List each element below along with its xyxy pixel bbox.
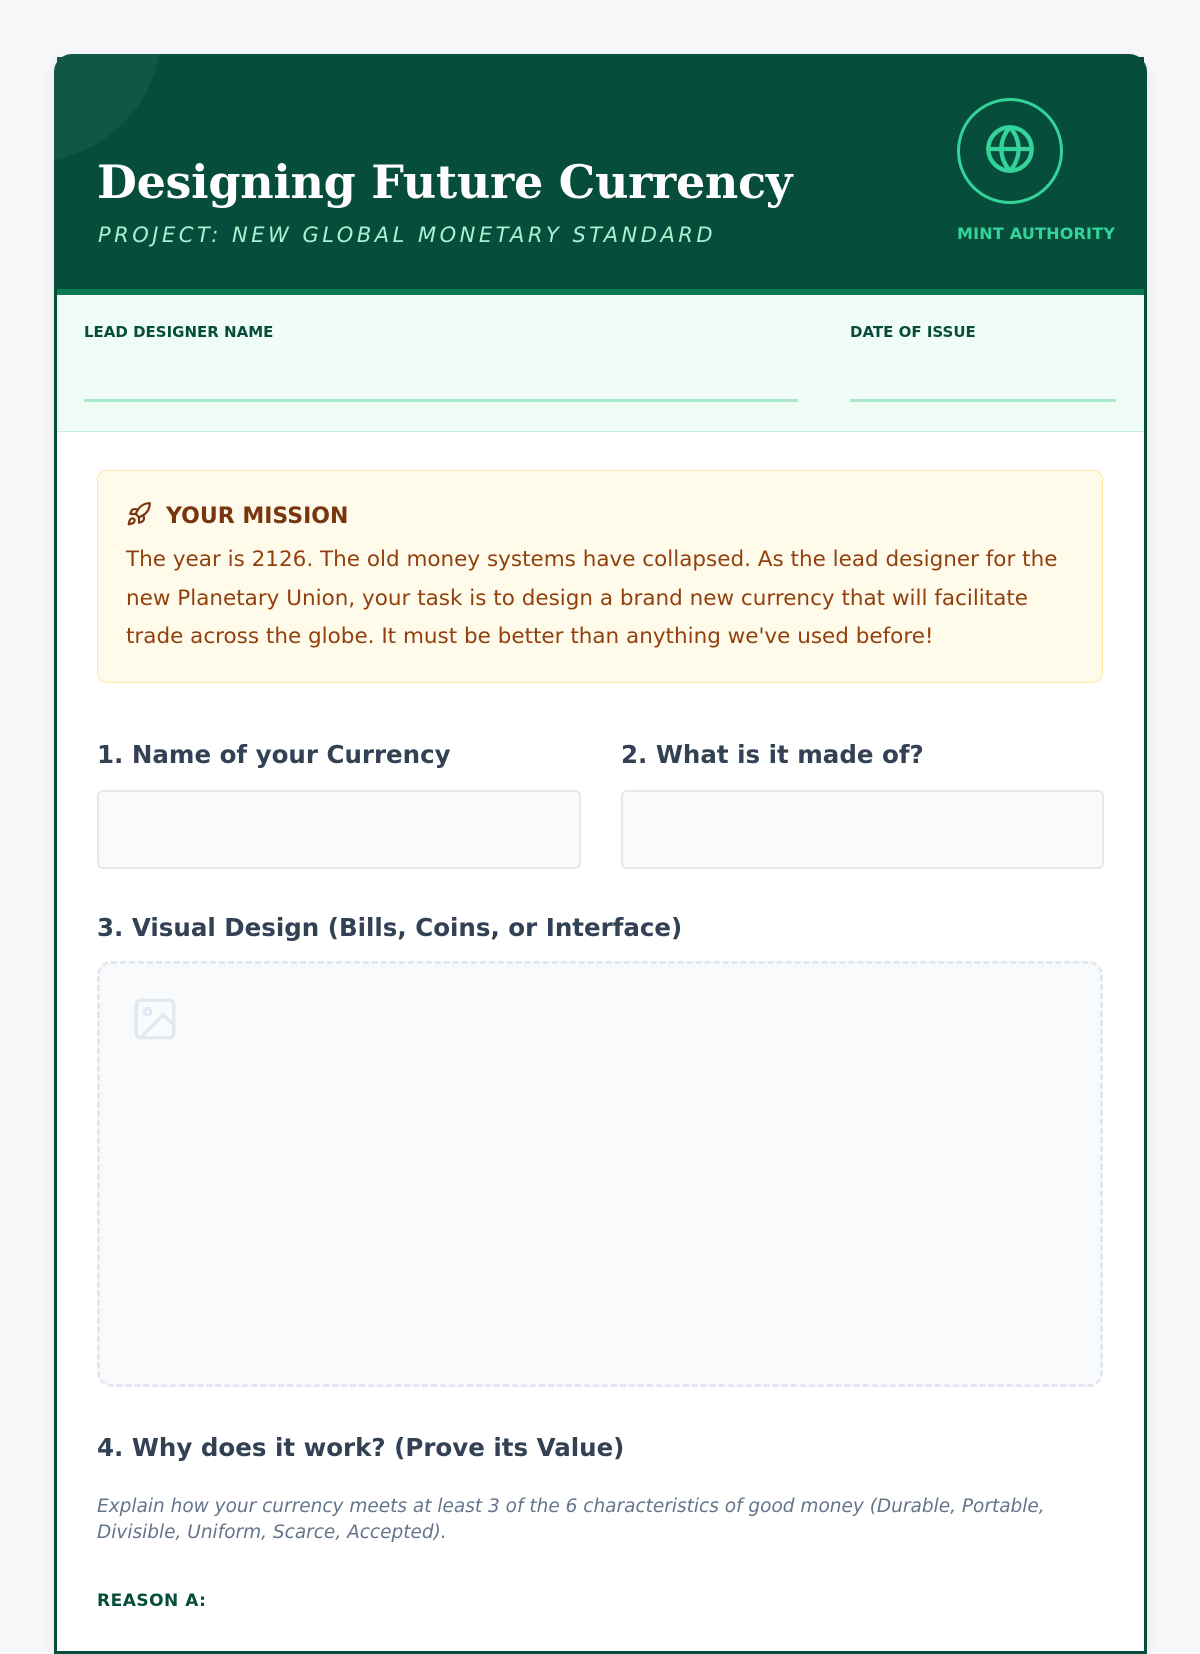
mint-authority-label: MINT AUTHORITY <box>957 224 1116 243</box>
designer-name-label: LEAD DESIGNER NAME <box>84 323 274 341</box>
mission-heading <box>126 501 348 532</box>
designer-name-field[interactable] <box>84 399 798 402</box>
page-subtitle: PROJECT: NEW GLOBAL MONETARY STANDARD <box>98 223 717 247</box>
meta-section <box>57 295 1144 432</box>
mission-box <box>97 470 1103 683</box>
header <box>57 57 1144 295</box>
mission-title: YOUR MISSION <box>166 504 349 529</box>
visual-design-area[interactable] <box>97 961 1103 1387</box>
date-of-issue-field[interactable] <box>850 399 1116 402</box>
currency-name-input[interactable] <box>97 790 581 869</box>
page-title: Designing Future Currency <box>97 155 793 209</box>
question-3-label: 3. Visual Design (Bills, Coins, or Interface) <box>97 913 683 942</box>
rocket-icon <box>126 501 152 532</box>
date-of-issue-label: DATE OF ISSUE <box>850 323 976 341</box>
question-2-label: 2. What is it made of? <box>621 740 924 769</box>
mission-text: The year is 2126. The old money systems have collapsed. As the lead designer for the new Planetary Union, your task is to design a brand new currency that will facilitate trade across the globe. It must be better than anything we've used before! <box>126 547 1058 649</box>
question-4-instructions: Explain how your currency meets at least 3 of the 6 characteristics of good money (Durable, Portable, Divisible, Uniform, Scarce, Accepted). <box>97 1496 1045 1543</box>
question-1-label: 1. Name of your Currency <box>97 740 451 769</box>
worksheet-card <box>54 54 1147 1654</box>
header-decoration <box>0 0 162 162</box>
image-icon <box>130 994 180 1049</box>
reason-a-label: REASON A: <box>97 1591 207 1611</box>
mint-badge <box>957 98 1063 204</box>
material-input[interactable] <box>621 790 1104 869</box>
question-4-label: 4. Why does it work? (Prove its Value) <box>97 1433 625 1462</box>
globe-icon <box>984 123 1036 180</box>
